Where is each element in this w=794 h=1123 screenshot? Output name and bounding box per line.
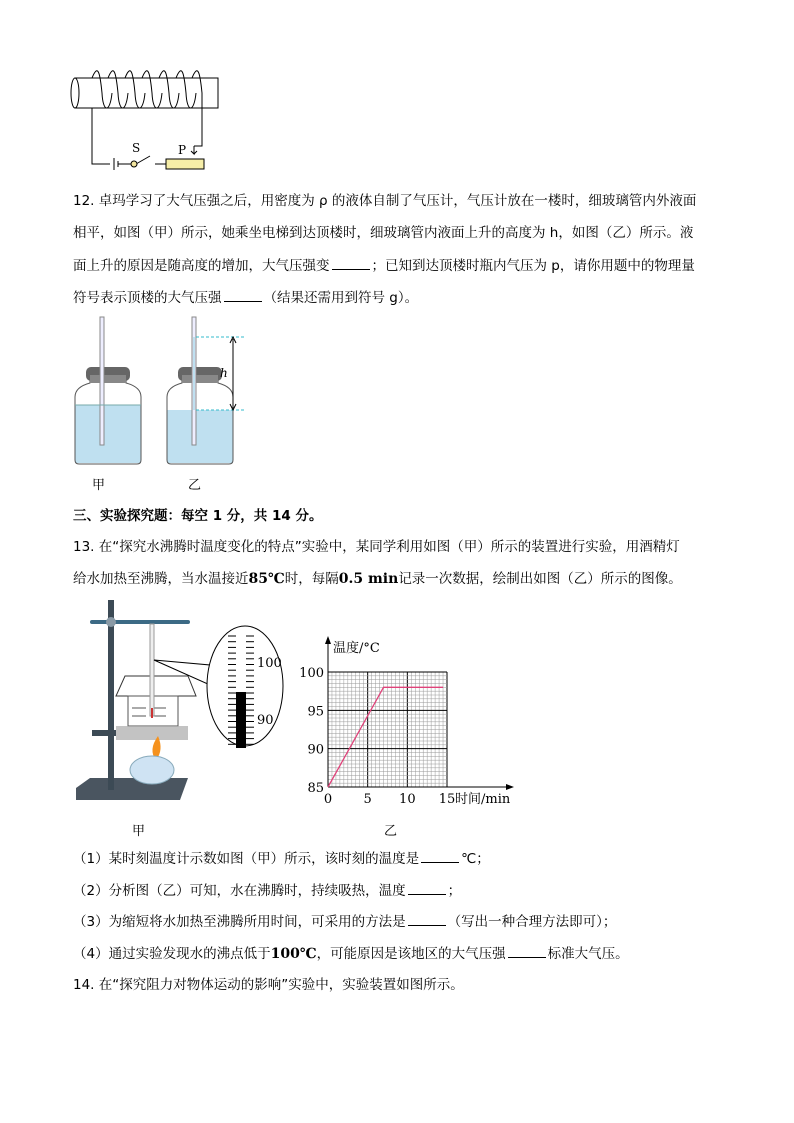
y-tick-label: 85 [307, 781, 324, 796]
interval-value: 0.5 min [338, 571, 399, 587]
slider-label: P [178, 143, 187, 157]
q12-line-1: 12. 卓玛学习了大气压强之后，用密度为 ρ 的液体自制了气压计，气压计放在一楼时，细玻璃管内外液面 [73, 193, 697, 209]
section-3-heading: 三、实验探究题：每空 1 分，共 14 分。 [73, 508, 323, 524]
q12-line-4 [73, 289, 418, 306]
x-tick-label: 0 [323, 792, 333, 807]
height-label: h [220, 366, 228, 380]
answer-blank[interactable] [508, 945, 546, 958]
fig-label-yi: 乙 [188, 478, 202, 493]
q14-line-1: 14. 在“探究阻力对物体运动的影响”实验中，实验装置如图所示。 [73, 977, 464, 993]
temperature-time-chart [290, 630, 530, 820]
q12-line-4-tail: （结果还需用到符号 g）。 [263, 290, 419, 306]
solenoid-circuit-figure [70, 68, 220, 174]
sub-text: （写出一种合理方法即可）； [447, 914, 617, 930]
q13-text: 记录一次数据，绘制出如图（乙）所示的图像。 [398, 571, 682, 587]
x-axis-arrow [506, 784, 514, 790]
y-tick-label: 95 [307, 704, 324, 720]
answer-blank[interactable] [421, 850, 459, 863]
fig-label-yi: 乙 [384, 824, 398, 839]
sub-text: ，可能原因是该地区的大气压强 [316, 946, 506, 962]
switch-label: S [132, 141, 141, 155]
q12-line-2: 相平，如图（甲）所示，她乘坐电梯到达顶楼时，细玻璃管内液面上升的高度为 h，如图（乙）所示。液 [73, 225, 694, 241]
thermometer-100-label: 100 [257, 656, 282, 671]
barometer-bottles-figure [70, 315, 250, 465]
sub-text: （3）为缩短将水加热至沸腾所用时间，可采用的方法是 [73, 914, 406, 930]
x-tick-label: 15 [438, 792, 456, 807]
q13-text: 时，每隔 [284, 571, 339, 587]
boiling-apparatus-figure [70, 600, 290, 810]
y-tick-label: 100 [299, 666, 324, 681]
q13-sub-1 [73, 850, 490, 867]
sub-text: （4）通过实验发现水的沸点低于 [73, 946, 271, 962]
answer-blank[interactable] [408, 882, 446, 895]
temperature-value: 85℃ [248, 571, 285, 587]
q13-sub-2 [73, 882, 461, 899]
q12-line-3-head: 面上升的原因是随高度的增加，大气压强变 [73, 258, 330, 274]
boiling-point-value: 100℃ [270, 946, 317, 962]
q13-sub-3 [73, 913, 616, 930]
sub-text: （1）某时刻温度计示数如图（甲）所示，该时刻的温度是 [73, 851, 420, 867]
fig-label-jia: 甲 [92, 478, 106, 493]
sub-text: 标准大气压。 [547, 946, 629, 962]
sub-text: （2）分析图（乙）可知，水在沸腾时，持续吸热，温度 [73, 883, 406, 899]
q13-line-2 [73, 571, 682, 587]
sub-text: ； [447, 883, 462, 899]
thermometer-90-label: 90 [257, 713, 274, 728]
sub-text: ℃； [461, 851, 490, 867]
x-axis-label: 时间/min [455, 792, 511, 807]
y-tick-label: 90 [307, 742, 324, 758]
q12-line-3-tail: ；已知到达顶楼时瓶内气压为 p，请你用题中的物理量 [371, 258, 695, 274]
answer-blank[interactable] [408, 913, 446, 926]
q12-line-3 [73, 257, 695, 274]
q13-line-1: 13. 在“探究水沸腾时温度变化的特点”实验中，某同学利用如图（甲）所示的装置进行实验，用酒精灯 [73, 539, 680, 555]
answer-blank[interactable] [332, 257, 370, 270]
y-axis-label: 温度/°C [333, 641, 380, 656]
y-axis-arrow [325, 636, 331, 644]
answer-blank[interactable] [224, 289, 262, 302]
q12-line-4-head: 符号表示顶楼的大气压强 [73, 290, 222, 306]
x-tick-label: 10 [399, 792, 416, 807]
x-tick-label: 5 [363, 792, 372, 807]
q13-sub-4 [73, 945, 629, 962]
q13-text: 给水加热至沸腾，当水温接近 [73, 571, 249, 587]
fig-label-jia: 甲 [132, 824, 146, 839]
